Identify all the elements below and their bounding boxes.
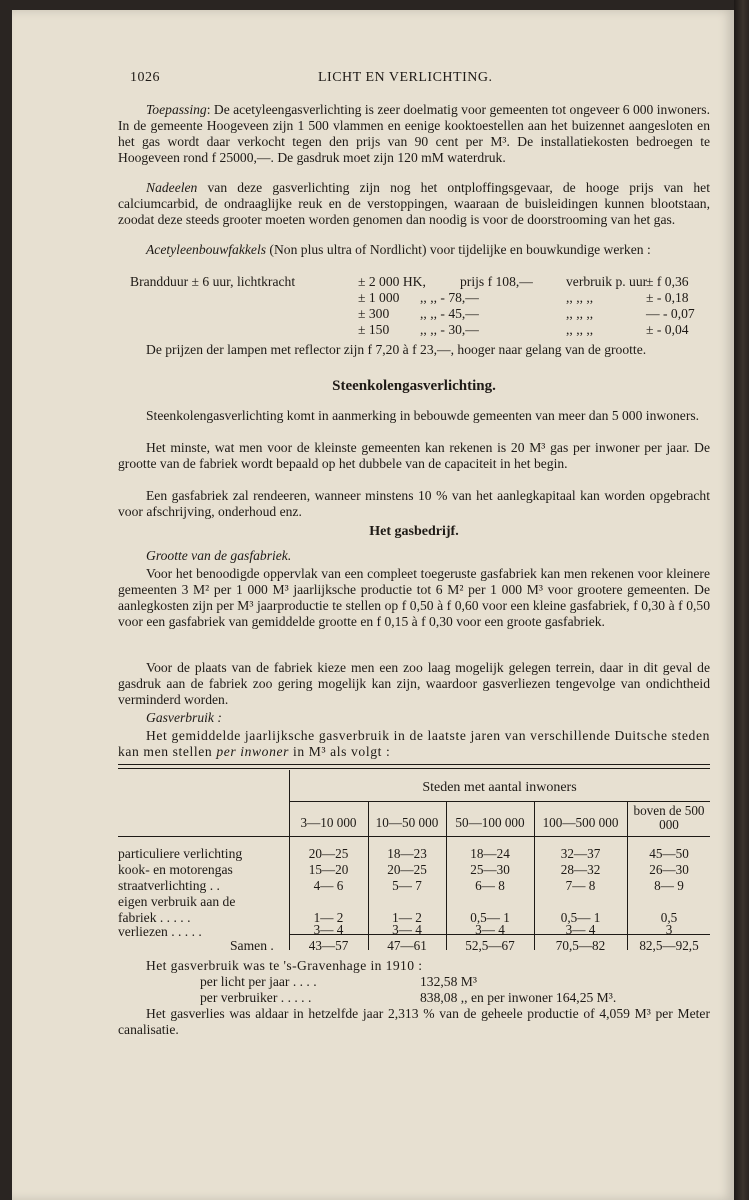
branduur-verbruik-3: ,, ,, ,,: [566, 322, 594, 337]
table-cell: 1— 2: [313, 910, 344, 925]
branduur-val-3: ± - 0,04: [646, 322, 689, 337]
branduur-hk-2: ± 300: [358, 306, 390, 321]
branduur-val-1: ± - 0,18: [646, 290, 689, 305]
table-total-cell: 43—57: [308, 938, 349, 953]
table-col-header-2: 10—50 000: [375, 815, 439, 830]
branduur-verbruik-0: verbruik p. uur: [566, 274, 648, 289]
subheading-gasverbruik: Gasverbruik :: [146, 710, 222, 725]
paragraph-s1: Steenkolengasverlichting komt in aanmerking in bebouwde gemeenten van meer dan 5 000 inwoners.: [146, 408, 700, 423]
table-rule-top-1: [118, 764, 710, 765]
table-cell: 3— 4: [313, 922, 344, 937]
text-v1-italic: per inwoner: [216, 744, 289, 759]
branduur-hk-1: ± 1 000: [358, 290, 400, 305]
table-col-header-5: boven de 500 000: [633, 803, 705, 832]
paragraph-s2: Het minste, wat men voor de kleinste gemeenten kan rekenen is 20 M³ gas per inwoner per jaar. De grootte van de fabriek wordt bepaald op het dubbele van de capaciteit in het begin.: [118, 440, 710, 471]
branduur-prijs-2: ,, ,, - 45,—: [420, 306, 479, 321]
table-total-cell: 47—61: [387, 938, 427, 953]
text-nadeelen: van deze gasverlichting zijn nog het ontploffingsgevaar, de hooge prijs van het calciumcarbid, de ondraaglijke reuk en de verstoppingen, waaraan de buisleidingen kunnen blootstaan, zoodat deze steeds grooter moeten worden genomen dan noodig is voor de doorstrooming van het gas.: [118, 180, 710, 227]
table-row-label: fabriek . . . . .: [118, 910, 191, 925]
branduur-val-0: ± f 0,36: [646, 274, 689, 289]
branduur-hk-0: ± 2 000 HK,: [358, 274, 426, 289]
table-cell: 1— 2: [392, 910, 422, 925]
table-col-header-4: 100—500 000: [542, 815, 619, 830]
paragraph-prijzen: De prijzen der lampen met reflector zijn f 7,20 à f 23,—, hooger naar gelang van de grootte.: [146, 342, 647, 357]
table-cell: 3— 4: [565, 922, 596, 937]
table-col-header-3: 50—100 000: [455, 815, 525, 830]
table-cell: 18—23: [387, 846, 427, 861]
paragraph-fakkels: [118, 242, 710, 258]
branduur-prijs-0: prijs f 108,—: [460, 274, 533, 289]
table-cell: 6— 8: [475, 878, 505, 893]
running-title: LICHT EN VERLICHTING.: [318, 70, 493, 85]
table-cell: 25—30: [470, 862, 510, 877]
paragraph-v1: [118, 728, 710, 760]
lead-nadeelen: Nadeelen: [146, 180, 198, 195]
branduur-hk-3: ± 150: [358, 322, 390, 337]
table-rule-header: [118, 836, 710, 837]
table-cell: 8— 9: [654, 878, 684, 893]
table-total-cell: 70,5—82: [555, 938, 606, 953]
branduur-prijs-3: ,, ,, - 30,—: [420, 322, 479, 337]
table-cell: 32—37: [560, 846, 601, 861]
table-row-label: eigen verbruik aan de: [118, 894, 236, 909]
branduur-prijs-1: ,, ,, - 78,—: [420, 290, 479, 305]
table-total-cell: 52,5—67: [465, 938, 515, 953]
table-cell: 3— 4: [475, 922, 505, 937]
table-row-label: kook- en motorengas: [118, 862, 233, 877]
branduur-val-2: — - 0,07: [646, 306, 695, 321]
table-cell: 26—30: [649, 862, 689, 877]
lead-toepassing: Toepassing: [146, 102, 207, 117]
per-licht-value: 132,58 M³: [420, 974, 477, 989]
paragraph-nadeelen: [118, 180, 710, 228]
table-cell: 20—25: [387, 862, 427, 877]
branduur-label: Brandduur ± 6 uur, lichtkracht: [130, 274, 296, 289]
table-cell: 28—32: [560, 862, 601, 877]
table-row-label: verliezen . . . . .: [118, 924, 202, 939]
paragraph-gasverlies: Het gasverlies was aldaar in hetzelfde jaar 2,313 % van de geheele productie of 4,059 M³ per Meter canalisatie.: [118, 1006, 710, 1037]
text-v1-b: in M³ als volgt :: [289, 744, 391, 759]
paragraph-g1: Voor het benoodigde oppervlak van een compleet toegeruste gasfabriek kan men rekenen voor kleinere gemeenten 3 M² per 1 000 M³ jaarlijksche productie tot 6 M² per 1 000 M³ voor grootere gemeenten. De aanlegkosten zijn per M³ jaarproductie te stellen op f 0,50 à f 0,60 voor een kleine gasfabriek, f 0,30 à f 0,50 voor een gasfabriek van gemiddelde grootte en f 0,15 à f 0,30 voor een groote gasfabriek.: [118, 566, 710, 629]
section-title-steenkolengas: Steenkolengasverlichting.: [332, 378, 496, 394]
table-rule-group: [289, 801, 710, 802]
table-rule-top-2: [118, 768, 710, 769]
book-binding: [734, 0, 749, 1200]
table-cell: 4— 6: [313, 878, 344, 893]
table-cell: 5— 7: [392, 878, 422, 893]
text-toepassing: : De acetyleengasverlichting is zeer doelmatig voor gemeenten tot ongeveer 6 000 inwoners. In de gemeente Hoogeveen zijn 1 500 vlammen en eenige kooktoestellen aan het buizennet aangesloten en het gas wordt daar verkocht tegen den prijs van 90 cent per M³. De installatiekosten bedroegen te Hoogeveen rond f 25000,—. De gasdruk moet zijn 120 mM waterdruk.: [118, 102, 710, 165]
section-title-gasbedrijf: Het gasbedrijf.: [369, 524, 459, 539]
text-fakkels: (Non plus ultra of Nordlicht) voor tijdelijke en bouwkundige werken :: [266, 242, 651, 257]
table-row-label: particuliere verlichting: [118, 846, 243, 861]
table-cell: 45—50: [649, 846, 689, 861]
table-cell: 3: [665, 922, 673, 937]
branduur-verbruik-1: ,, ,, ,,: [566, 290, 594, 305]
table-cell: 15—20: [308, 862, 349, 877]
lead-fakkels: Acetyleenbouwfakkels: [146, 242, 267, 257]
table-cell: 0,5— 1: [560, 910, 601, 925]
table-cell: 7— 8: [565, 878, 596, 893]
text-v1-a: Het gemiddelde jaarlijksche gasverbruik in de laatste jaren van verschillende Duitsche steden kan men stellen: [118, 728, 710, 759]
table-total-cell: 82,5—92,5: [639, 938, 699, 953]
table-row-label: straatverlichting . .: [118, 878, 220, 893]
subheading-grootte: Grootte van de gasfabriek.: [146, 548, 292, 563]
per-verbruiker-label: per verbruiker . . . . .: [200, 990, 312, 1005]
table-cell: 3— 4: [392, 922, 422, 937]
table-cell: 0,5— 1: [470, 910, 510, 925]
per-verbruiker-value: 838,08 ,, en per inwoner 164,25 M³.: [420, 990, 617, 1005]
paragraph-toepassing: [118, 102, 710, 166]
branduur-verbruik-2: ,, ,, ,,: [566, 306, 594, 321]
table-total-label: Samen .: [230, 938, 274, 953]
paragraph-g2: Voor de plaats van de fabriek kieze men een zoo laag mogelijk gelegen terrein, daar in dit geval de gasdruk aan de fabriek zoo gering mogelijk kan zijn, waardoor gasverliezen tengevolge van ondichtheid verminderd worden.: [118, 660, 710, 707]
table-cell: 18—24: [470, 846, 510, 861]
page-number: 1026: [130, 70, 160, 85]
paragraph-s3: Een gasfabriek zal rendeeren, wanneer minstens 10 % van het aanlegkapitaal kan worden opgebracht voor afschrijving, onderhoud enz.: [118, 488, 710, 519]
gasverbruik-den-haag: Het gasverbruik was te 's-Gravenhage in 1910 :: [146, 958, 423, 973]
per-licht-label: per licht per jaar . . . .: [200, 974, 317, 989]
table-col-header-1: 3—10 000: [300, 815, 357, 830]
table-group-header: Steden met aantal inwoners: [422, 780, 577, 795]
table-cell: 20—25: [308, 846, 349, 861]
table-cell: 0,5: [660, 910, 678, 925]
